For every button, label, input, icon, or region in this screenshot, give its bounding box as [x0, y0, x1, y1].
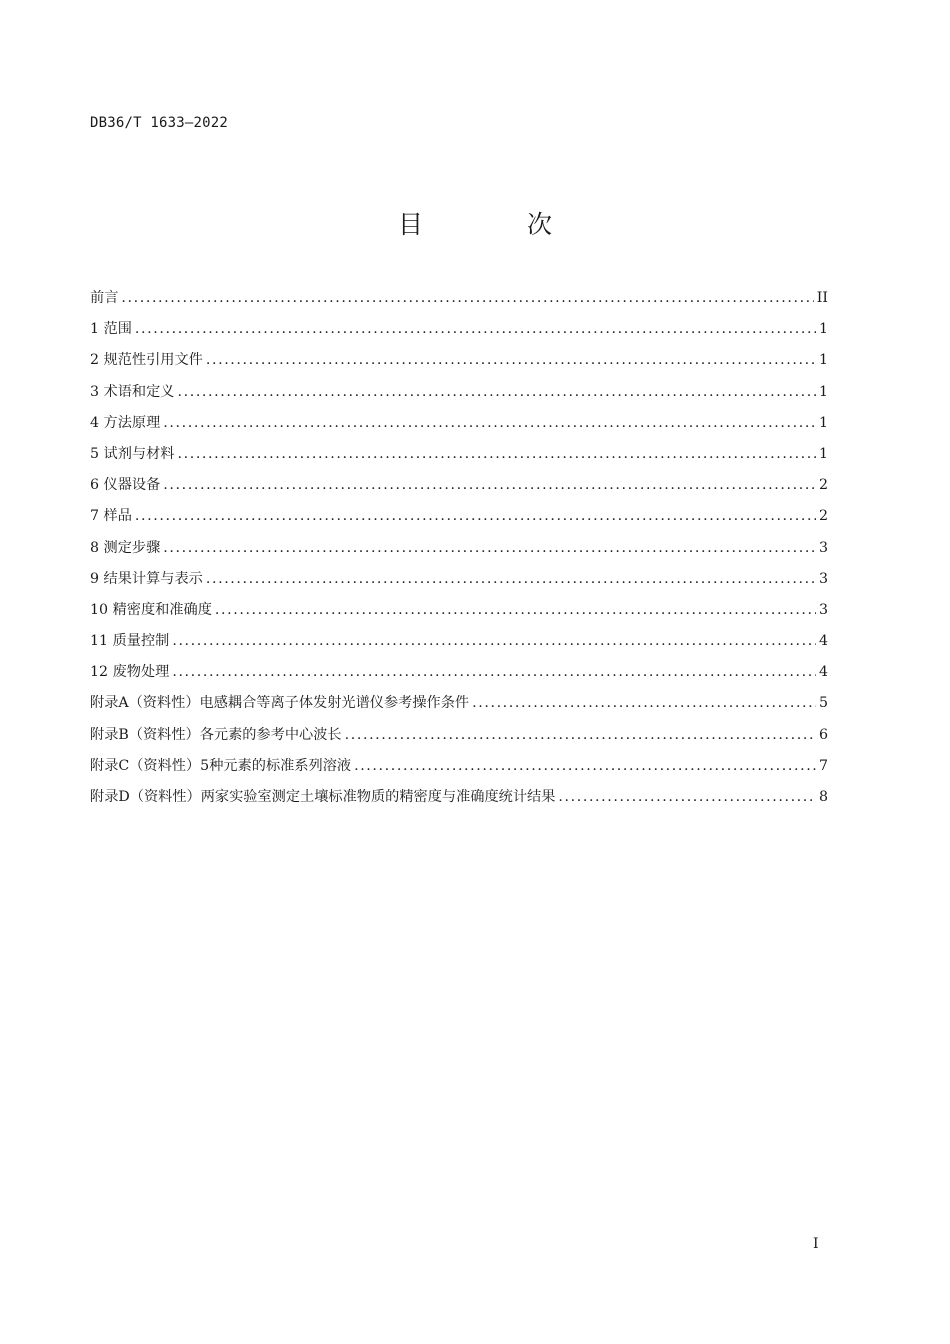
toc-entry[interactable]: [90, 724, 828, 755]
toc-entry-page: 2: [818, 477, 828, 494]
toc-entry-label: 附录D（资料性）两家实验室测定土壤标准物质的精密度与准确度统计结果: [90, 789, 556, 805]
page-number: I: [813, 1236, 819, 1252]
toc-entry-page: II: [816, 290, 828, 306]
toc-entry[interactable]: [90, 537, 828, 568]
toc-entry-page: 6: [818, 726, 828, 743]
toc-entry[interactable]: [90, 630, 828, 661]
toc-entry[interactable]: [90, 692, 828, 723]
toc-entry-label: 5 试剂与材料: [90, 445, 175, 462]
toc-entry-label: 附录A（资料性）电感耦合等离子体发射光谱仪参考操作条件: [90, 695, 470, 712]
toc-leader-dots: [163, 412, 816, 434]
toc-entry-page: 4: [818, 664, 828, 681]
toc-entry-page: 1: [818, 445, 828, 462]
toc-entry[interactable]: [90, 786, 828, 817]
toc-leader-dots: [172, 661, 816, 683]
toc-entry-label: 11 质量控制: [90, 633, 170, 650]
toc-entry[interactable]: [90, 474, 828, 505]
toc-entry-label: 2 规范性引用文件: [90, 352, 203, 369]
toc-leader-dots: [163, 537, 816, 559]
toc-leader-dots: [172, 630, 816, 652]
toc-leader-dots: [177, 443, 815, 465]
toc-entry[interactable]: [90, 661, 828, 692]
toc-entry-label: 6 仪器设备: [90, 477, 161, 494]
toc-entry-label: 3 术语和定义: [90, 383, 175, 400]
toc-leader-dots: [345, 724, 816, 746]
toc-entry-label: 8 测定步骤: [90, 539, 161, 556]
toc-entry[interactable]: [90, 505, 828, 536]
toc-leader-dots: [135, 505, 816, 527]
toc-entry-label: 附录B（资料性）各元素的参考中心波长: [90, 726, 342, 743]
toc-leader-dots: [558, 786, 816, 808]
toc-list: [90, 287, 828, 817]
toc-entry[interactable]: [90, 568, 828, 599]
toc-entry-page: 8: [818, 789, 828, 805]
document-code: DB36/T 1633—2022: [90, 115, 229, 131]
toc-entry-page: 7: [818, 757, 828, 774]
toc-entry-page: 2: [818, 508, 828, 525]
toc-entry[interactable]: [90, 318, 828, 349]
toc-entry-label: 12 废物处理: [90, 664, 170, 681]
toc-entry-page: 3: [818, 539, 828, 556]
toc-entry[interactable]: [90, 755, 828, 786]
toc-entry[interactable]: [90, 287, 828, 318]
toc-entry-page: 1: [818, 321, 828, 338]
toc-entry-label: 1 范围: [90, 321, 132, 338]
toc-entry[interactable]: [90, 349, 828, 380]
toc-entry-page: 4: [818, 633, 828, 650]
toc-leader-dots: [177, 381, 815, 403]
toc-entry-page: 5: [818, 695, 828, 712]
toc-entry-label: 10 精密度和准确度: [90, 601, 212, 618]
toc-title: 目 次: [398, 210, 600, 239]
toc-leader-dots: [354, 755, 816, 777]
toc-leader-dots: [121, 287, 813, 309]
toc-entry-page: 1: [818, 352, 828, 369]
toc-leader-dots: [135, 318, 816, 340]
toc-entry-page: 1: [818, 414, 828, 431]
toc-entry-label: 7 样品: [90, 508, 132, 525]
toc-entry-label: 前言: [90, 290, 119, 306]
toc-leader-dots: [472, 692, 816, 714]
toc-entry-page: 3: [818, 570, 828, 587]
toc-entry[interactable]: [90, 412, 828, 443]
toc-entry-page: 1: [818, 383, 828, 400]
toc-entry[interactable]: [90, 443, 828, 474]
toc-entry-label: 4 方法原理: [90, 414, 161, 431]
toc-leader-dots: [163, 474, 816, 496]
toc-entry-label: 附录C（资料性）5种元素的标准系列溶液: [90, 757, 352, 774]
toc-leader-dots: [215, 599, 816, 621]
toc-entry[interactable]: [90, 599, 828, 630]
toc-entry-page: 3: [818, 601, 828, 618]
toc-leader-dots: [206, 568, 816, 590]
toc-leader-dots: [206, 349, 816, 371]
toc-entry[interactable]: [90, 381, 828, 412]
toc-entry-label: 9 结果计算与表示: [90, 570, 203, 587]
